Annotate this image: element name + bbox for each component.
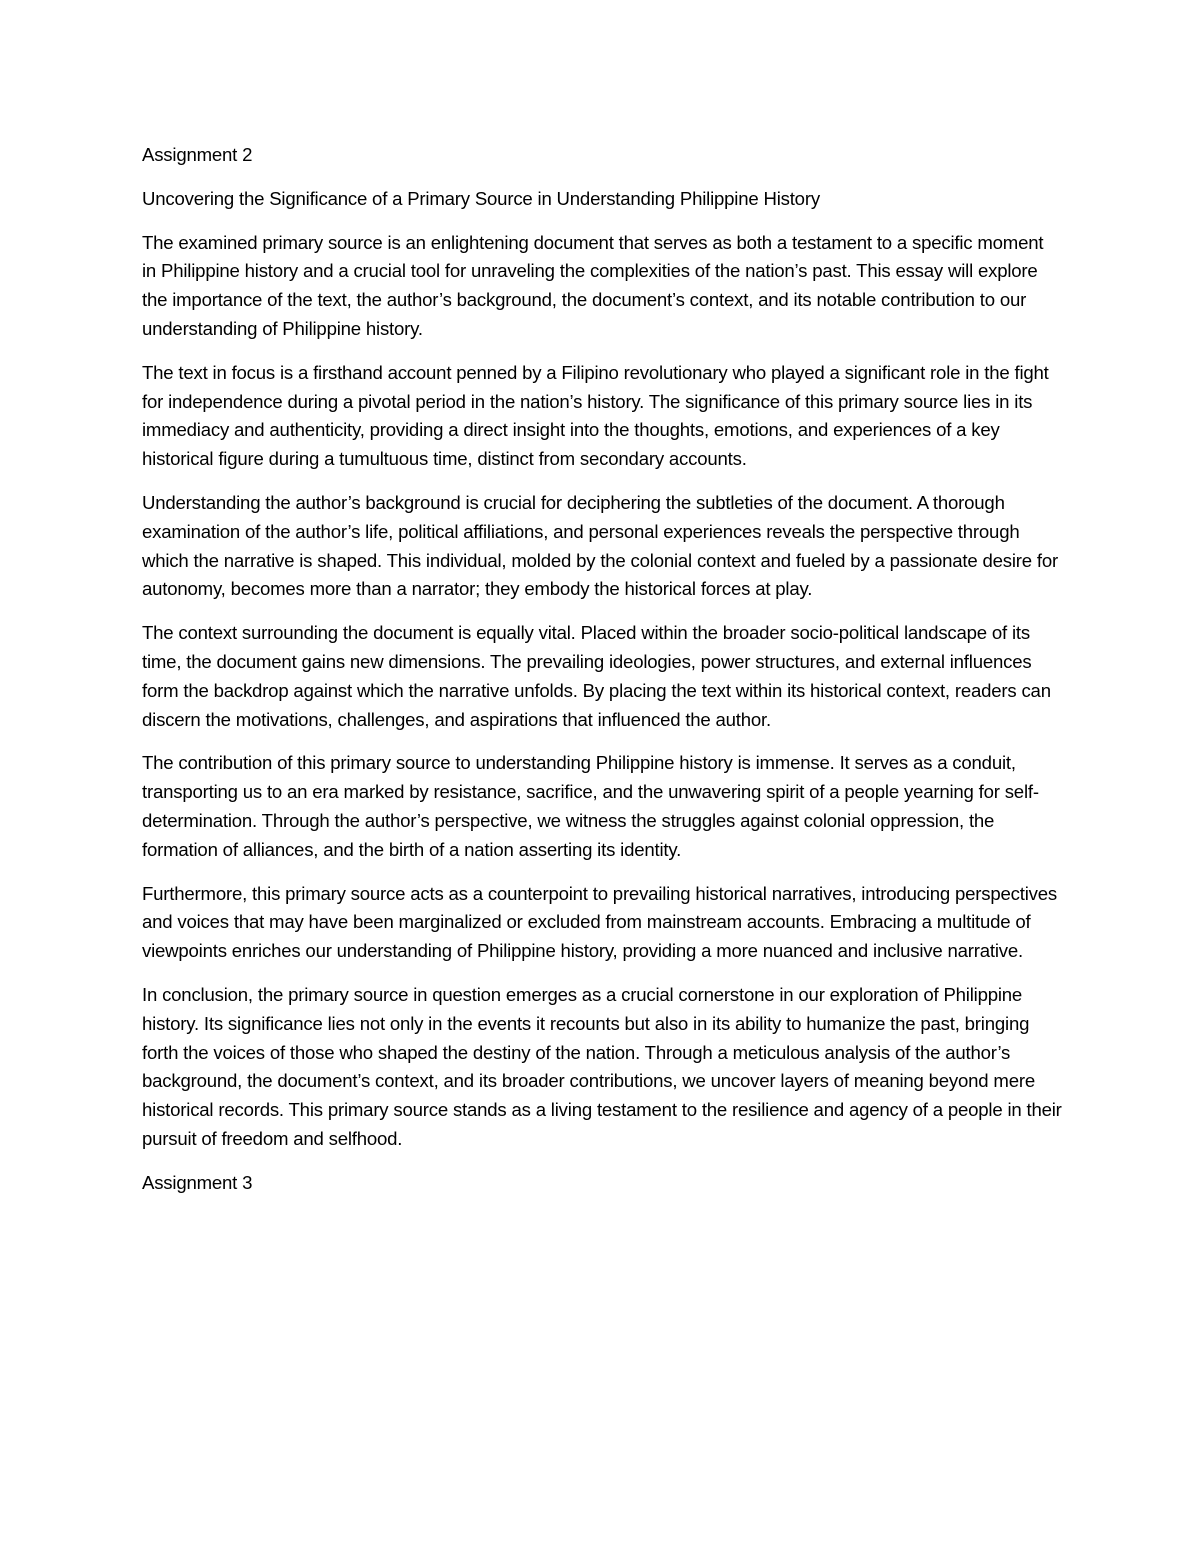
paragraph-context: The context surrounding the document is equally vital. Placed within the broader socio-political landscape of its time, the document gains new dimensions. The prevailing ideologies, power structures, and external influences form the backdrop against which the narrative unfolds. By placing the text within its historical context, readers can discern the motivations, challenges, and aspirations that influenced the author. xyxy=(142,622,1051,730)
next-assignment-heading: Assignment 3 xyxy=(142,1171,253,1193)
paragraph-contribution: The contribution of this primary source to understanding Philippine history is immense. It serves as a conduit, transporting us to an era marked by resistance, sacrifice, and the unwavering spirit of a people yearning for self-determination. Through the author’s perspective, we witness the struggles against colonial oppression, the formation of alliances, and the birth of a nation asserting its identity. xyxy=(142,752,1039,860)
paragraph-counterpoint: Furthermore, this primary source acts as a counterpoint to prevailing historical narratives, introducing perspectives and voices that may have been marginalized or excluded from mainstream accounts. Embracing a multitude of viewpoints enriches our understanding of Philippine history, providing a more nuanced and inclusive narrative. xyxy=(142,882,1057,962)
paragraph-introduction: The examined primary source is an enlightening document that serves as both a testament to a specific moment in Philippine history and a crucial tool for unraveling the complexities of the nation’s past. This essay will explore the importance of the text, the author’s background, the document’s context, and its notable contribution to our understanding of Philippine history. xyxy=(142,231,1044,339)
paragraph-author-background: Understanding the author’s background is crucial for deciphering the subtleties of the document. A thorough examination of the author’s life, political affiliations, and personal experiences reveals the perspective through which the narrative is shaped. This individual, molded by the colonial context and fueled by a passionate desire for autonomy, becomes more than a narrator; they embody the historical forces at play. xyxy=(142,491,1059,600)
document-body xyxy=(142,141,1062,1213)
essay-title: Uncovering the Significance of a Primary Source in Understanding Philippine History xyxy=(142,187,820,209)
paragraph-text-focus: The text in focus is a firsthand account penned by a Filipino revolutionary who played a significant role in the fight for independence during a pivotal period in the nation’s history. The significance of this primary source lies in its immediacy and authenticity, providing a direct insight into the thoughts, emotions, and experiences of a key historical figure during a tumultuous time, distinct from secondary accounts. xyxy=(142,361,1049,470)
assignment-heading: Assignment 2 xyxy=(142,144,253,165)
paragraph-conclusion: In conclusion, the primary source in question emerges as a crucial cornerstone in our exploration of Philippine history. Its significance lies not only in the events it recounts but also in its ability to humanize the past, bringing forth the voices of those who shaped the destiny of the nation. Through a meticulous analysis of the author’s background, the document’s context, and its broader contributions, we uncover layers of meaning beyond mere historical records. This primary source stands as a living testament to the resilience and agency of a people in their pursuit of freedom and selfhood. xyxy=(142,983,1062,1149)
